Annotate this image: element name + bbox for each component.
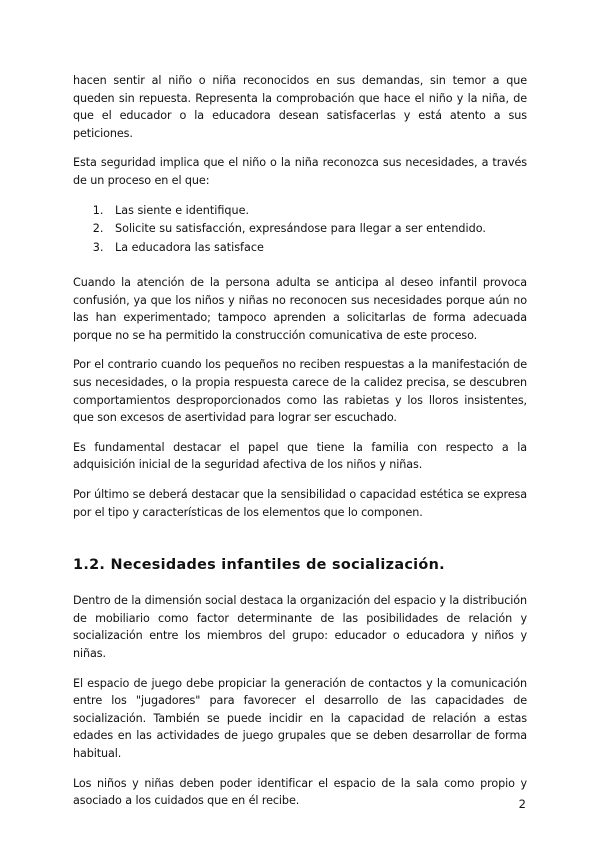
process-list [73,202,527,258]
paragraph-anticipacion: Cuando la atención de la persona adulta se anticipa al deseo infantil provoca confusión, ya que los niños y niñas no reconocen sus necesidades porque aún no las han experimentado; tampoco aprenden a solicitarlas de forma adecuada porque no se ha permitido la construcción comunicativa de este proceso. [73,276,527,342]
page-number: 2 [518,797,526,811]
paragraph-familia: Es fundamental destacar el papel que tiene la familia con respecto a la adquisición inicial de la seguridad afectiva de los niños y niñas. [73,440,527,472]
paragraph-seguridad: Esta seguridad implica que el niño o la niña reconozca sus necesidades, a través de un proceso en el que: [73,156,527,187]
section-heading: 1.2. Necesidades infantiles de socialización. [73,557,445,574]
paragraph-dimension-social: Dentro de la dimensión social destaca la organización del espacio y la distribución de mobiliario como factor determinante de las posibilidades de relación y socialización entre los miembros del grupo: educador o educadora y niños y niñas. [73,594,527,660]
paragraph-espacio-juego: El espacio de juego debe propiciar la generación de contactos y la comunicación entre los "jugadores" para favorecer el desarrollo de las capacidades de socialización. También se puede incidir en la capacidad de relación a estas edades en las actividades de juego grupales que se deben desarrollar de forma habitual. [73,676,527,760]
list-item: 1. Las siente e identifique. [107,202,527,221]
list-item: 2. Solicite su satisfacción, expresándose para llegar a ser entendido. [107,220,527,239]
paragraph-continuation: hacen sentir al niño o niña reconocidos en sus demandas, sin temor a que queden sin repuesta. Representa la comprobación que hace el niño y la niña, de que el educador o la educadora desean satisfacerlas y está atento a sus peticiones. [73,74,527,140]
paragraph-contrario: Por el contrario cuando los pequeños no reciben respuestas a la manifestación de sus necesidades, o la propia respuesta carece de la calidez precisa, se descubren comportamientos desproporcionados como las rabietas y los lloros insistentes, que son excesos de asertividad para lograr ser escuchado. [73,358,527,425]
list-item: 3. La educadora las satisface [107,239,527,258]
paragraph-identificar-espacio: Los niños y niñas deben poder identificar el espacio de la sala como propio y asociado a los cuidados que en él recibe. [73,776,527,808]
paragraph-sensibilidad: Por último se deberá destacar que la sensibilidad o capacidad estética se expresa por el tipo y características de los elementos que lo componen. [73,488,527,519]
